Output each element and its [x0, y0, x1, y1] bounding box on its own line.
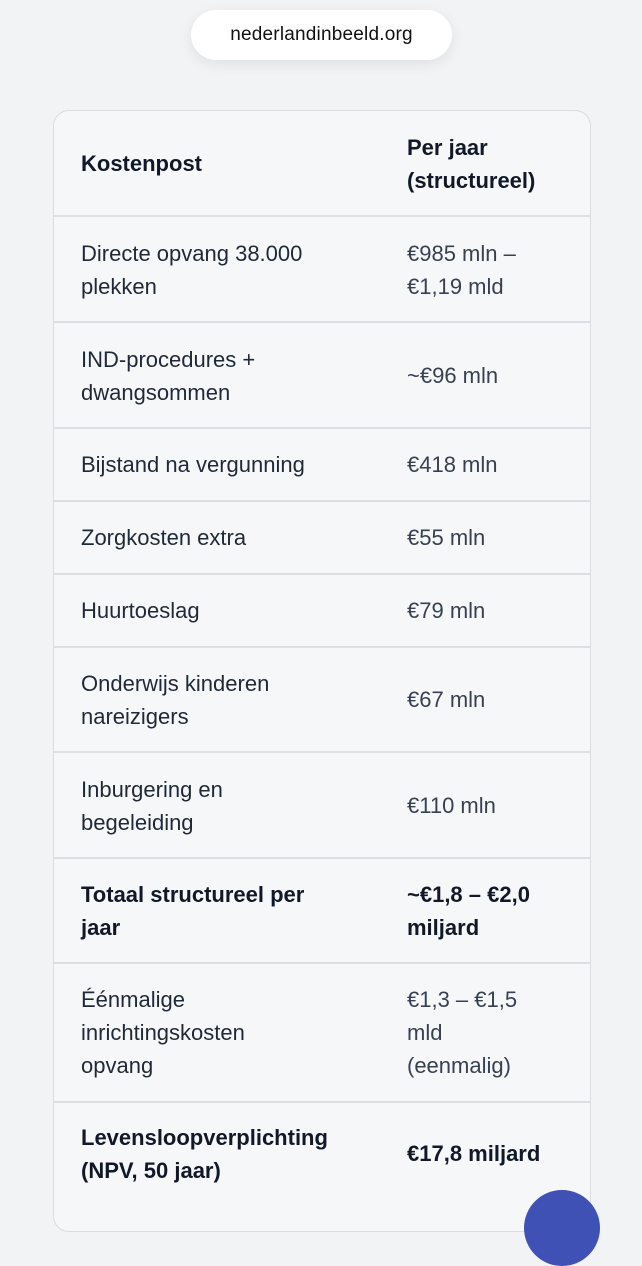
row-label: [81, 521, 371, 554]
row-value-line: mld: [407, 1020, 443, 1045]
row-label-line: plekken: [81, 274, 157, 299]
row-value: [407, 237, 572, 303]
row-value: [407, 448, 572, 481]
table-row: [54, 323, 590, 429]
table-row: [54, 217, 590, 323]
row-label-line: Directe opvang 38.000: [81, 241, 303, 266]
row-label-line: inrichtingskosten: [81, 1020, 245, 1045]
table-row: [54, 575, 590, 648]
row-label-line: Éénmalige: [81, 987, 185, 1012]
url-text: nederlandinbeeld.org: [230, 24, 413, 45]
row-label: [81, 594, 371, 627]
row-label-line: Bijstand na vergunning: [81, 452, 305, 477]
table-row: [54, 753, 590, 859]
header-per-jaar-line1: Per jaar: [407, 135, 488, 160]
table-row: [54, 502, 590, 575]
row-label-line: Huurtoeslag: [81, 598, 200, 623]
row-value-line: €985 mln –: [407, 241, 516, 266]
row-value: [407, 359, 572, 392]
row-label-line: Totaal structureel per: [81, 882, 305, 907]
table-row-levensloop: [54, 1103, 590, 1213]
row-value: [407, 521, 572, 554]
url-pill[interactable]: [191, 10, 452, 60]
row-value-line: €67 mln: [407, 687, 486, 712]
floating-action-button[interactable]: [524, 1190, 600, 1266]
row-label-line: opvang: [81, 1053, 154, 1078]
row-value-line: €110 mln: [407, 793, 496, 818]
table-row: [54, 429, 590, 502]
row-value: [407, 683, 572, 716]
row-label: [81, 773, 371, 839]
row-label-line: dwangsommen: [81, 380, 231, 405]
row-label-line: begeleiding: [81, 810, 194, 835]
row-value-line: €79 mln: [407, 598, 486, 623]
table-row: [54, 648, 590, 753]
row-value-line: miljard: [407, 915, 480, 940]
cost-table: [53, 110, 591, 1232]
row-value-line: €418 mln: [407, 452, 498, 477]
table-row-total: [54, 859, 590, 964]
row-label-line: Inburgering en: [81, 777, 223, 802]
row-label-line: Onderwijs kinderen: [81, 671, 270, 696]
row-label: [81, 237, 371, 303]
row-value-line: ~€96 mln: [407, 363, 499, 388]
header-per-jaar: [407, 131, 572, 197]
header-per-jaar-line2: (structureel): [407, 168, 536, 193]
row-value-line: €1,19 mld: [407, 274, 504, 299]
row-value: [407, 789, 572, 822]
table-row: [54, 964, 590, 1103]
row-label-line: Levensloopverplichting: [81, 1125, 328, 1150]
row-value: [407, 1137, 572, 1170]
row-value: [407, 594, 572, 627]
row-label: [81, 667, 371, 733]
row-label-line: (NPV, 50 jaar): [81, 1158, 221, 1183]
header-kostenpost: Kostenpost: [81, 151, 202, 176]
row-label-line: Zorgkosten extra: [81, 525, 247, 550]
row-label: [81, 878, 371, 944]
row-value: [407, 878, 572, 944]
row-label-line: IND-procedures +: [81, 347, 256, 372]
row-label: [81, 343, 371, 409]
row-value-line: €1,3 – €1,5: [407, 987, 518, 1012]
row-value-line: (eenmalig): [407, 1053, 511, 1078]
row-value-line: €55 mln: [407, 525, 486, 550]
row-label: [81, 983, 371, 1082]
row-label: [81, 1121, 371, 1187]
row-label-line: jaar: [81, 915, 121, 940]
row-value-line: €17,8 miljard: [407, 1141, 541, 1166]
table-header-row: [54, 111, 590, 217]
row-value: [407, 983, 572, 1082]
row-value-line: ~€1,8 – €2,0: [407, 882, 530, 907]
row-label: [81, 448, 371, 481]
row-label-line: nareizigers: [81, 704, 189, 729]
